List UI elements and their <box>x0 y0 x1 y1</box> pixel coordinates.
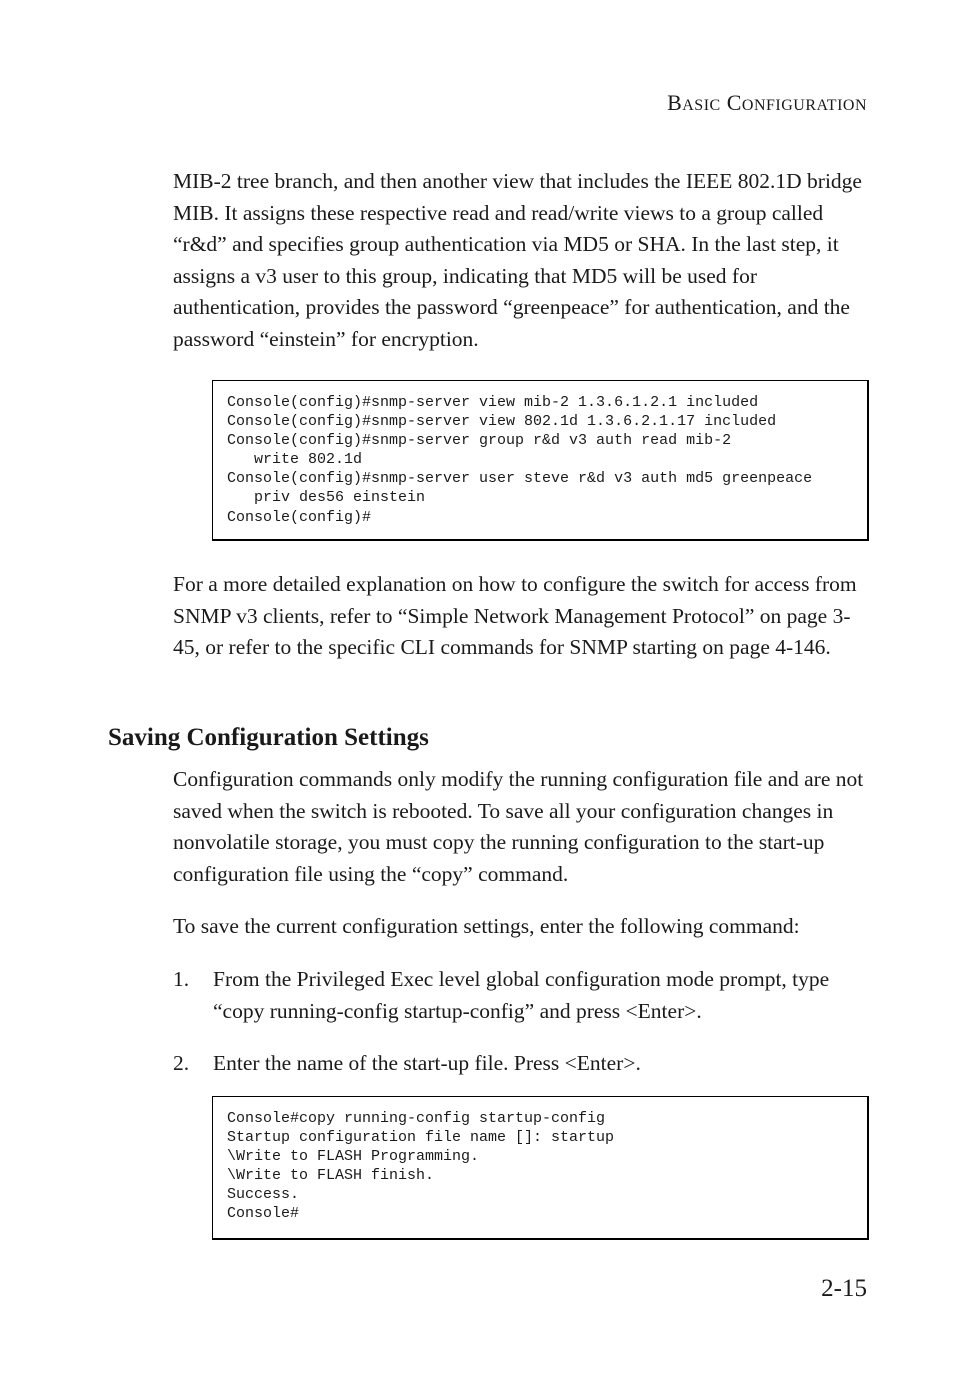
step-number: 1. <box>173 967 190 991</box>
section-heading: Saving Configuration Settings <box>108 724 429 751</box>
step-text: From the Privileged Exec level global configuration mode prompt, type “copy running-config startup-config” and press <Enter>. <box>213 967 830 1023</box>
step-text: Enter the name of the start-up file. Press <Enter>. <box>213 1051 641 1075</box>
reference-paragraph: For a more detailed explanation on how to configure the switch for access from SNMP v3 clients, refer to “Simple Network Management Protocol” on page 3-45, or refer to the specific CLI commands for SNMP starting on page 4-146. <box>173 572 857 659</box>
instruction-paragraph: To save the current configuration settings, enter the following command: <box>173 914 800 938</box>
step-number: 2. <box>173 1051 190 1075</box>
code-block-snmp: Console(config)#snmp-server view mib-2 1.3.6.1.2.1 included Console(config)#snmp-server view 802.1d 1.3.6.2.1.17 included Console(config)#snmp-server group r&d v3 auth read mib-2 write 802.1d Console(config)#snmp-server user steve r&d v3 auth md5 greenpeace priv des56 einstein Console(config)# <box>212 380 869 541</box>
running-header <box>667 90 867 116</box>
saving-paragraph: Configuration commands only modify the running configuration file and are not saved when the switch is rebooted. To save all your configuration changes in nonvolatile storage, you must copy the running configuration to the start-up configuration file using the “copy” command. <box>173 767 864 886</box>
code-block-copy: Console#copy running-config startup-config Startup configuration file name []: startup \Write to FLASH Programming. \Write to FLASH finish. Success. Console# <box>212 1096 869 1240</box>
step-item <box>173 964 873 1027</box>
header-rest-asic: ASIC <box>682 97 721 114</box>
header-initial-b: B <box>667 90 683 115</box>
page-number: 2-15 <box>821 1275 867 1302</box>
header-initial-c: C <box>726 90 742 115</box>
header-rest-onfiguration: ONFIGURATION <box>741 97 867 114</box>
step-item <box>173 1048 873 1080</box>
intro-paragraph: MIB-2 tree branch, and then another view that includes the IEEE 802.1D bridge MIB. It assigns these respective read and read/write views to a group called “r&d” and specifies group authentication via MD5 or SHA. In the last step, it assigns a v3 user to this group, indicating that MD5 will be used for authentication, provides the password “greenpeace” for authentication, and the password “einstein” for encryption. <box>173 169 862 351</box>
